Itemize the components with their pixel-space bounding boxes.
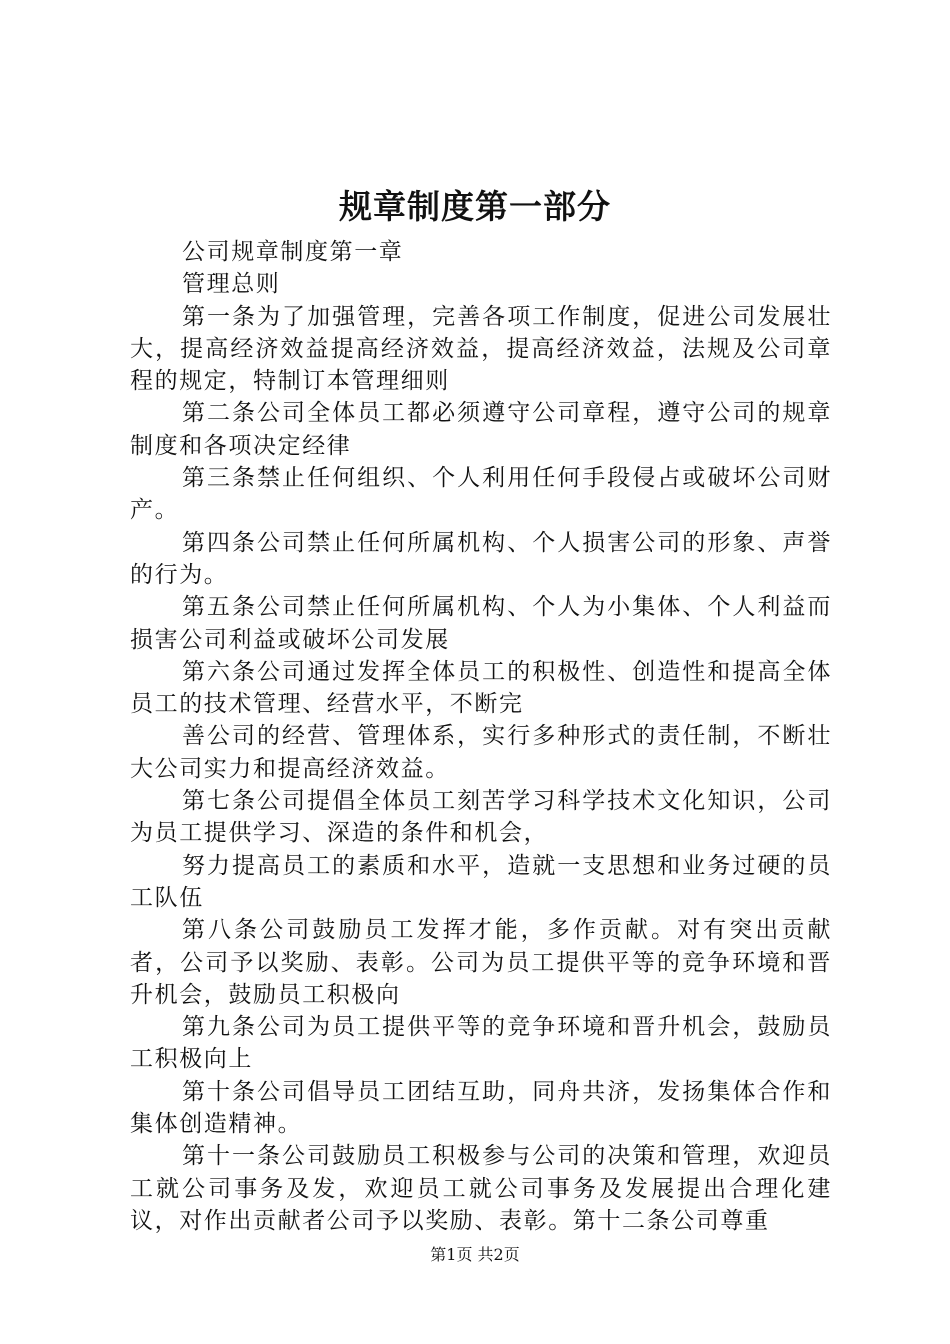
paragraph-article-10: 第十条公司倡导员工团结互助，同舟共济，发扬集体合作和集体创造精神。 — [130, 1078, 832, 1138]
document-title: 规章制度第一部分 — [339, 187, 611, 226]
paragraph-article-11: 第十一条公司鼓励员工积极参与公司的决策和管理，欢迎员工就公司事务及发，欢迎员工就公司事务及发展提出合理化建议，对作出贡献者公司予以奖励、表彰。第十二条公司尊重 — [130, 1143, 832, 1234]
paragraph-article-9: 第九条公司为员工提供平等的竞争环境和晋升机会，鼓励员工积极向上 — [130, 1014, 832, 1073]
paragraph-article-6-continued: 善公司的经营、管理体系，实行多种形式的责任制，不断壮大公司实力和提高经济效益。 — [130, 723, 832, 782]
paragraph-article-7: 第七条公司提倡全体员工刻苦学习科学技术文化知识，公司为员工提供学习、深造的条件和机会， — [130, 788, 832, 847]
paragraph-article-6: 第六条公司通过发挥全体员工的积极性、创造性和提高全体员工的技术管理、经营水平，不断完 — [130, 658, 832, 718]
paragraph-article-8: 第八条公司鼓励员工发挥才能，多作贡献。对有突出贡献者，公司予以奖励、表彰。公司为员工提供平等的竞争环境和晋升机会，鼓励员工积极向 — [130, 917, 832, 1008]
paragraph-article-3: 第三条禁止任何组织、个人利用任何手段侵占或破坏公司财产。 — [130, 465, 832, 524]
paragraph-chapter-heading: 公司规章制度第一章 — [182, 239, 404, 265]
page-number-footer: 第1页 共2页 — [430, 1245, 520, 1264]
paragraph-article-1: 第一条为了加强管理，完善各项工作制度，促进公司发展壮大，提高经济效益提高经济效益，提高经济效益，法规及公司章程的规定，特制订本管理细则 — [130, 303, 832, 395]
paragraph-article-5: 第五条公司禁止任何所属机构、个人为小集体、个人利益而损害公司利益或破坏公司发展 — [130, 594, 832, 653]
document-body — [130, 236, 832, 1237]
paragraph-article-7-continued: 努力提高员工的素质和水平，造就一支思想和业务过硬的员工队伍 — [130, 852, 832, 911]
paragraph-article-2: 第二条公司全体员工都必须遵守公司章程，遵守公司的规章制度和各项决定经律 — [130, 400, 832, 459]
paragraph-section-heading: 管理总则 — [182, 271, 281, 298]
paragraph-article-4: 第四条公司禁止任何所属机构、个人损害公司的形象、声誉的行为。 — [130, 529, 832, 588]
